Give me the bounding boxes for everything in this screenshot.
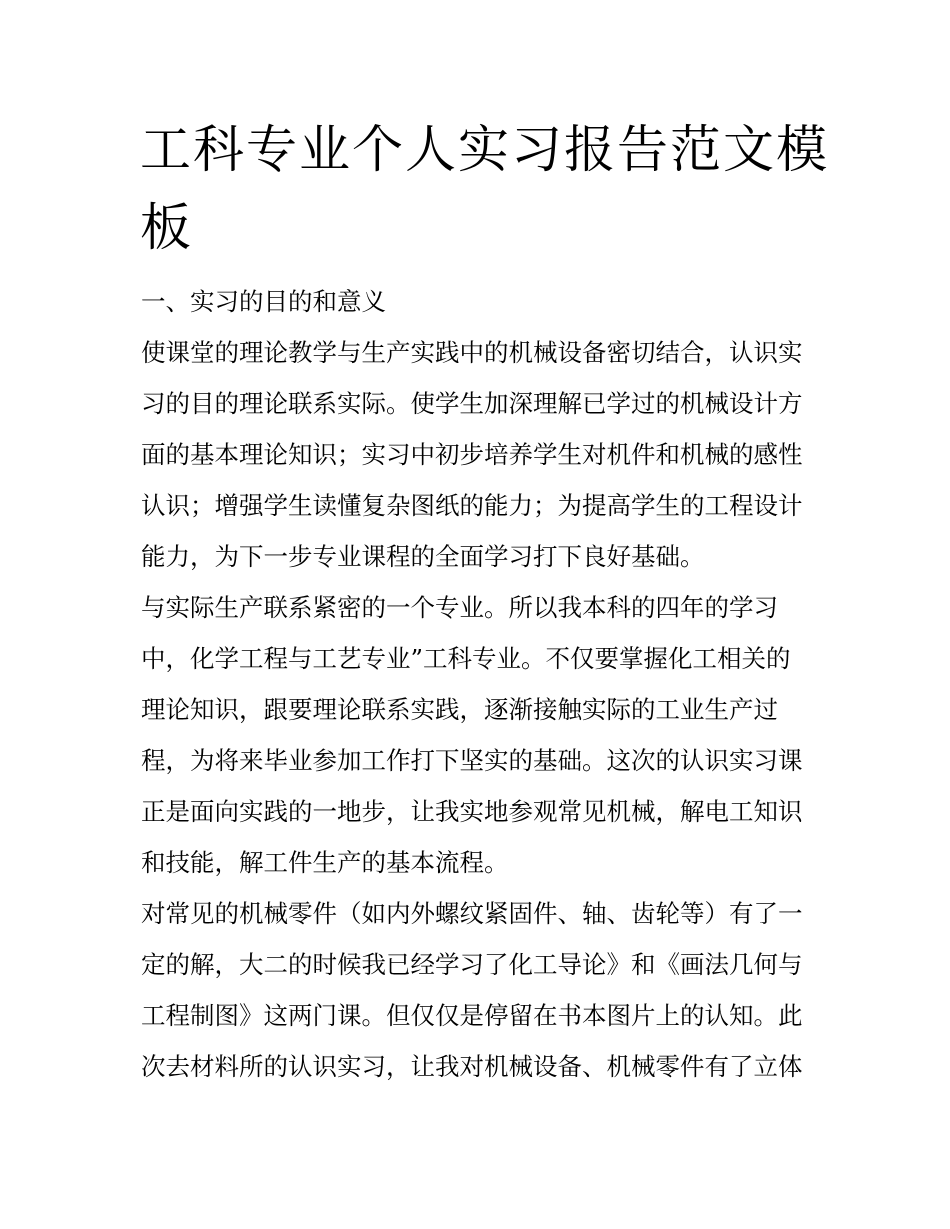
text-line: 使课堂的理论教学与生产实践中的机械设备密切结合，认识实 (141, 338, 803, 367)
text-line: 定的解，大二的时候我已经学习了化工导论》和《画法几何与 (141, 950, 803, 979)
text-line: 对常见的机械零件（如内外螺纹紧固件、轴、齿轮等）有了一 (141, 899, 803, 928)
text-line: 中，化学工程与工艺专业”工科专业。不仅要掌握化工相关的 (141, 644, 791, 673)
text-line: 工程制图》这两门课。但仅仅是停留在书本图片上的认知。此 (141, 1001, 803, 1030)
text-line: 和技能，解工件生产的基本流程。 (141, 848, 509, 877)
text-line: 次去材料所的认识实习，让我对机械设备、机械零件有了立体 (141, 1052, 803, 1081)
text-line: 理论知识，跟要理论联系实践，逐渐接触实际的工业生产过 (141, 695, 778, 724)
text-line: 认识；增强学生读懂复杂图纸的能力；为提高学生的工程设计 (141, 491, 803, 520)
document-title: 工科专业个人实习报告范文模板 (140, 121, 830, 258)
text-line: 能力，为下一步专业课程的全面学习打下良好基础。 (141, 542, 705, 571)
document-body (141, 276, 817, 1092)
text-line: 与实际生产联系紧密的一个专业。所以我本科的四年的学习 (141, 593, 778, 622)
text-line: 程，为将来毕业参加工作打下坚实的基础。这次的认识实习课 (141, 746, 803, 775)
section-heading: 一、实习的目的和意义 (141, 287, 386, 316)
text-line: 面的基本理论知识；实习中初步培养学生对机件和机械的感性 (141, 440, 803, 469)
text-line: 习的目的理论联系实际。使学生加深理解已学过的机械设计方 (141, 389, 803, 418)
text-line: 正是面向实践的一地步，让我实地参观常见机械，解电工知识 (141, 797, 803, 826)
